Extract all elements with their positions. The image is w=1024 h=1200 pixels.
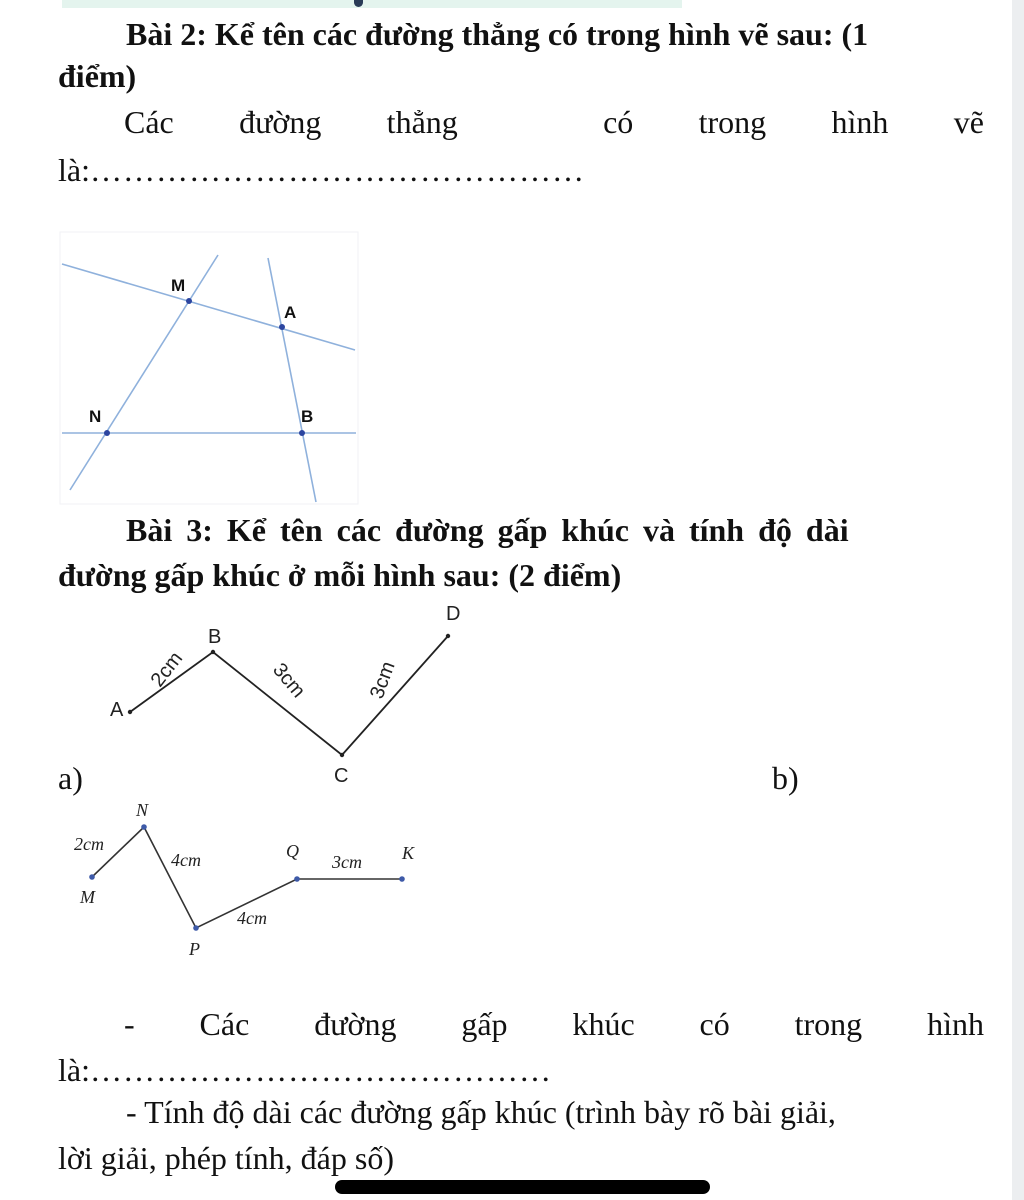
bai3-title-cont: đường gấp khúc ở mỗi hình sau: (2 điểm)	[58, 557, 622, 593]
segment-BC-length: 3cm	[268, 659, 310, 703]
label-Q: Q	[286, 841, 299, 861]
bai3-question1-answer-line	[58, 1050, 552, 1090]
word: đường	[314, 1006, 397, 1042]
word: hình	[831, 104, 889, 140]
segment-AB-length: 2cm	[146, 647, 188, 692]
segment-PQ-length: 4cm	[237, 908, 267, 928]
word: trong	[698, 104, 767, 140]
bai3-question2: - Tính độ dài các đường gấp khúc (trình bày rõ bài giải,	[126, 1094, 836, 1130]
bai3-title-text: Bài 3: Kể tên các đường gấp khúc và tính độ dài	[126, 512, 849, 548]
point-N	[141, 824, 147, 830]
point-M	[89, 874, 95, 880]
word: hình	[927, 1006, 984, 1042]
word: có	[603, 104, 634, 140]
word: vẽ	[953, 104, 984, 140]
label-D: D	[446, 603, 461, 625]
label-N: N	[136, 800, 149, 820]
point-K	[399, 876, 405, 882]
label-A: A	[110, 699, 124, 721]
label-K: K	[402, 843, 415, 863]
bai2-title-cont: điểm)	[58, 58, 137, 94]
word: trong	[794, 1006, 863, 1042]
label-P: P	[189, 939, 200, 959]
word: Các	[124, 104, 174, 140]
point-P	[193, 925, 199, 931]
segment-NP-length: 4cm	[171, 850, 201, 870]
answer-prefix: là:	[58, 152, 90, 188]
answer-blank: ………………………………………	[89, 152, 585, 188]
answer-blank: ……………………………………	[89, 1052, 552, 1088]
word: khúc	[572, 1006, 635, 1042]
label-M: M	[80, 887, 95, 907]
word: Các	[199, 1006, 250, 1042]
word: đường	[239, 104, 322, 140]
figure-b-label: b)	[772, 760, 799, 796]
label-B: B	[208, 626, 222, 648]
figure-a-label: a)	[58, 760, 83, 796]
segment-CD-length: 3cm	[366, 658, 400, 702]
segment-QK-length: 3cm	[332, 852, 362, 872]
label-N: N	[89, 407, 102, 426]
label-A: A	[284, 303, 297, 322]
bai2-title: Bài 2: Kể tên các đường thẳng có trong hình vẽ sau: (1	[126, 16, 869, 52]
word: có	[699, 1006, 730, 1042]
dash: -	[124, 1006, 135, 1042]
label-B: B	[301, 407, 314, 426]
bai3-question2-cont: lời giải, phép tính, đáp số)	[58, 1140, 394, 1176]
label-M: M	[171, 276, 186, 295]
label-C: C	[334, 765, 349, 787]
bai3-question1	[124, 1004, 984, 1044]
word: thẳng	[386, 104, 458, 140]
home-indicator[interactable]	[335, 1180, 710, 1194]
point-Q	[294, 876, 300, 882]
word: gấp	[461, 1006, 508, 1042]
answer-prefix: là:	[58, 1052, 90, 1088]
segment-MN-length: 2cm	[74, 834, 104, 854]
